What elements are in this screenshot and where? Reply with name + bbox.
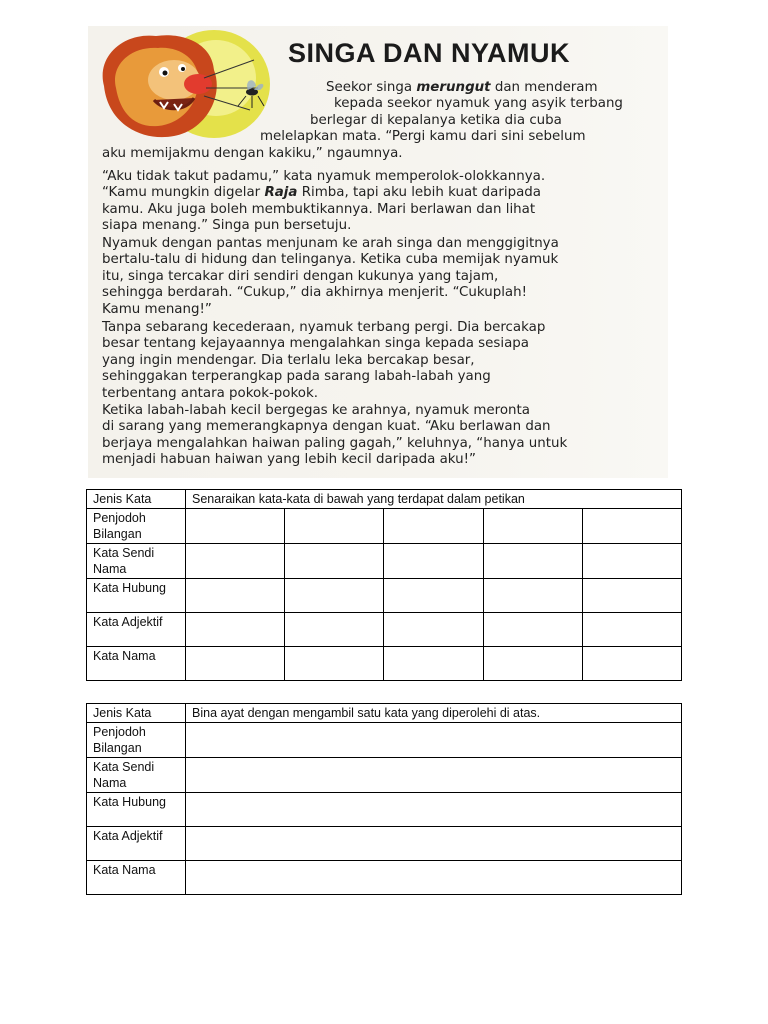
sentence-cell[interactable]	[186, 827, 682, 861]
text-line: menjadi habuan haiwan yang lebih kecil daripada aku!”	[102, 452, 476, 468]
answer-cell[interactable]	[582, 579, 681, 613]
label-line: Nama	[93, 562, 127, 576]
label-line: Bilangan	[93, 527, 142, 541]
text-line: Tanpa sebarang kecederaan, nyamuk terbang pergi. Dia bercakap	[102, 320, 546, 335]
text-line: di sarang yang memerangkapnya dengan kuat. “Aku berlawan dan	[102, 419, 551, 435]
header-instruction: Bina ayat dengan mengambil satu kata yang diperolehi di atas.	[186, 704, 682, 723]
answer-cell[interactable]	[483, 647, 582, 681]
label-line: Kata Sendi	[93, 760, 155, 774]
text-line: sehinggakan terperangkap pada sarang labah-labah yang	[102, 369, 491, 385]
text-line: berlegar di kepalanya ketika dia cuba	[310, 112, 562, 128]
row-label-penjodoh-bilangan	[87, 723, 186, 758]
table-row	[87, 723, 682, 758]
text-span: Rimba, tapi aku lebih kuat daripada	[297, 185, 542, 201]
label-line: Kata Sendi	[93, 546, 155, 560]
text-line: Nyamuk dengan pantas menjunam ke arah singa dan menggigitnya	[102, 236, 559, 251]
text-line: kamu. Aku juga boleh membuktikannya. Mari berlawan dan lihat	[102, 201, 536, 217]
word-list-table	[86, 489, 682, 681]
row-label-kata-hubung: Kata Hubung	[87, 793, 186, 827]
answer-cell[interactable]	[285, 647, 384, 681]
story-panel	[88, 26, 668, 478]
answer-cell[interactable]	[384, 647, 483, 681]
label-line: Penjodoh	[93, 725, 146, 739]
label-line: Bilangan	[93, 741, 142, 755]
table-row	[87, 793, 682, 827]
row-label-kata-sendi-nama	[87, 544, 186, 579]
table-row	[87, 544, 682, 579]
header-jenis-kata: Jenis Kata	[87, 704, 186, 723]
table-row	[87, 509, 682, 544]
answer-cell[interactable]	[285, 544, 384, 579]
label-line: Nama	[93, 776, 127, 790]
answer-cell[interactable]	[186, 579, 285, 613]
row-label-penjodoh-bilangan	[87, 509, 186, 544]
text-line: Ketika labah-labah kecil bergegas ke arahnya, nyamuk meronta	[102, 403, 530, 418]
table-row	[87, 579, 682, 613]
text-line: itu, singa tercakar diri sendiri dengan kukunya yang tajam,	[102, 268, 499, 284]
emphasis-word: merungut	[416, 80, 491, 95]
emphasis-word: Raja	[264, 185, 298, 201]
answer-cell[interactable]	[483, 544, 582, 579]
answer-cell[interactable]	[384, 509, 483, 544]
row-label-kata-hubung: Kata Hubung	[87, 579, 186, 613]
answer-cell[interactable]	[186, 544, 285, 579]
table-row	[87, 613, 682, 647]
text-line	[102, 185, 545, 201]
sentence-building-table	[86, 703, 682, 895]
story-title: SINGA DAN NYAMUK	[288, 38, 571, 68]
text-line: aku memijakmu dengan kakiku,” ngaumnya.	[102, 145, 403, 161]
answer-cell[interactable]	[582, 647, 681, 681]
text-span: “Kamu mungkin digelar	[102, 185, 265, 201]
text-line: terbentang antara pokok-pokok.	[102, 385, 318, 401]
text-line: sehingga berdarah. “Cukup,” dia akhirnya menjerit. “Cukuplah!	[102, 285, 527, 301]
row-label-kata-sendi-nama	[87, 758, 186, 793]
text-line	[326, 80, 623, 96]
label-line: Penjodoh	[93, 511, 146, 525]
story-paragraph-1	[102, 80, 623, 162]
answer-cell[interactable]	[582, 544, 681, 579]
sentence-cell[interactable]	[186, 793, 682, 827]
row-label-kata-nama: Kata Nama	[87, 861, 186, 895]
table-row	[87, 647, 682, 681]
row-label-kata-nama: Kata Nama	[87, 647, 186, 681]
answer-cell[interactable]	[285, 509, 384, 544]
answer-cell[interactable]	[384, 544, 483, 579]
row-label-kata-adjektif: Kata Adjektif	[87, 613, 186, 647]
answer-cell[interactable]	[483, 613, 582, 647]
answer-cell[interactable]	[186, 647, 285, 681]
text-line: bertalu-talu di hidung dan telinganya. Ketika cuba memijak nyamuk	[102, 252, 559, 268]
story-paragraph-4	[102, 320, 545, 402]
story-paragraph-2	[102, 169, 545, 235]
answer-cell[interactable]	[384, 579, 483, 613]
sentence-cell[interactable]	[186, 723, 682, 758]
text-span: dan menderam	[490, 80, 598, 95]
text-line: yang ingin mendengar. Dia terlalu leka bercakap besar,	[102, 352, 475, 368]
sentence-cell[interactable]	[186, 758, 682, 793]
text-line: melelapkan mata. “Pergi kamu dari sini sebelum	[260, 129, 586, 145]
story-paragraph-5	[102, 403, 567, 469]
row-label-kata-adjektif: Kata Adjektif	[87, 827, 186, 861]
table-header-row	[87, 704, 682, 723]
table-row	[87, 827, 682, 861]
text-line: kepada seekor nyamuk yang asyik terbang	[334, 96, 623, 112]
sentence-cell[interactable]	[186, 861, 682, 895]
answer-cell[interactable]	[285, 579, 384, 613]
answer-cell[interactable]	[186, 509, 285, 544]
answer-cell[interactable]	[186, 613, 285, 647]
answer-cell[interactable]	[285, 613, 384, 647]
answer-cell[interactable]	[582, 509, 681, 544]
table-row	[87, 861, 682, 895]
answer-cell[interactable]	[483, 579, 582, 613]
answer-cell[interactable]	[582, 613, 681, 647]
answer-cell[interactable]	[384, 613, 483, 647]
story-paragraph-3	[102, 236, 559, 318]
answer-cell[interactable]	[483, 509, 582, 544]
text-line: Kamu menang!”	[102, 301, 212, 317]
header-jenis-kata: Jenis Kata	[87, 490, 186, 509]
table-row	[87, 758, 682, 793]
text-line: siapa menang.” Singa pun bersetuju.	[102, 218, 352, 234]
table-header-row	[87, 490, 682, 509]
text-span: Seekor singa	[326, 80, 417, 95]
header-instruction: Senaraikan kata-kata di bawah yang terdapat dalam petikan	[186, 490, 682, 509]
text-line: “Aku tidak takut padamu,” kata nyamuk memperolok-olokkannya.	[102, 169, 546, 184]
text-line: berjaya mengalahkan haiwan paling gagah,” keluhnya, “hanya untuk	[102, 435, 568, 451]
text-line: besar tentang kejayaannya mengalahkan singa kepada sesiapa	[102, 336, 530, 352]
